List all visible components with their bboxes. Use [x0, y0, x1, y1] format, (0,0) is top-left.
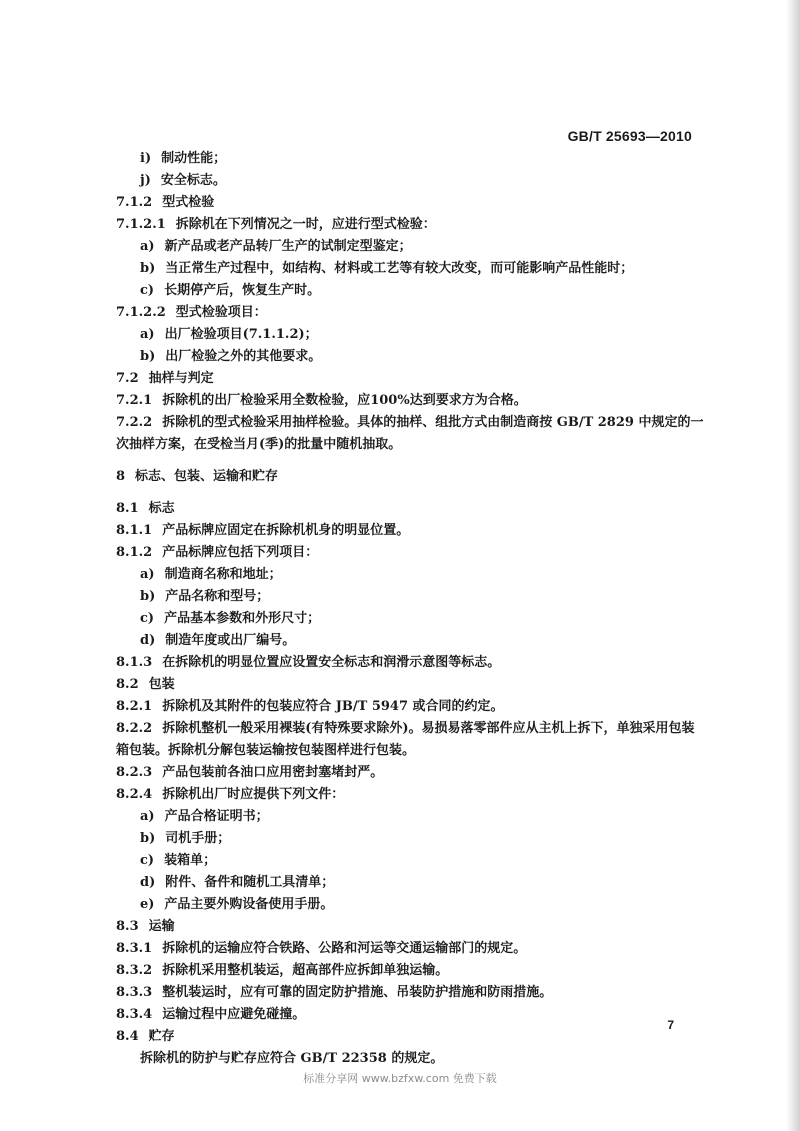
clause-number: 8.1	[116, 501, 139, 516]
paragraph-line	[116, 940, 526, 958]
footer-watermark: 标准分享网 www.bzfxw.com 免费下载	[303, 1072, 497, 1085]
line-text: 拆除机出厂时应提供下列文件：	[162, 787, 345, 802]
clause-number: 8.3.4	[116, 1007, 153, 1022]
clause-number: 8.2.1	[116, 699, 153, 714]
clause-number: c)	[140, 611, 155, 626]
list-item	[140, 172, 226, 190]
line-text: 在拆除机的明显位置应设置安全标志和润滑示意图等标志。	[162, 655, 501, 670]
paragraph-line	[116, 304, 267, 322]
paragraph-line	[116, 698, 504, 716]
paragraph-line	[116, 742, 415, 760]
clause-number: 8.2.3	[116, 765, 153, 780]
line-text: 制动性能；	[161, 151, 227, 166]
clause-number: b)	[140, 831, 156, 846]
list-item	[140, 348, 321, 366]
clause-number: 8.3.3	[116, 985, 153, 1000]
line-text: 产品基本参数和外形尺寸；	[164, 611, 321, 626]
clause-number: 8.3	[116, 919, 139, 934]
list-item	[140, 852, 216, 870]
clause-number: j)	[140, 173, 151, 188]
list-item	[140, 896, 333, 914]
paragraph-line	[116, 654, 500, 672]
clause-number: b)	[140, 589, 156, 604]
line-text: 当正常生产过程中，如结构、材料或工艺等有较大改变，而可能影响产品性能时；	[165, 261, 634, 276]
line-text: 次抽样方案，在受检当月(季)的批量中随机抽取。	[116, 437, 402, 452]
list-item	[140, 326, 318, 344]
line-text: 新产品或老产品转厂生产的试制定型鉴定；	[164, 239, 412, 254]
line-text: 出厂检验之外的其他要求。	[165, 349, 322, 364]
clause-number: 8.4	[116, 1029, 139, 1044]
clause-number: a)	[140, 327, 155, 342]
line-text: 产品标牌应固定在拆除机机身的明显位置。	[162, 523, 410, 538]
line-text: 司机手册；	[165, 831, 231, 846]
line-text: 产品合格证明书；	[164, 809, 269, 824]
clause-number: a)	[140, 809, 155, 824]
paragraph-line	[116, 984, 552, 1002]
clause-number: 7.1.2.1	[116, 217, 166, 232]
list-item	[140, 588, 269, 606]
section-heading	[116, 194, 214, 212]
line-text: 安全标志。	[160, 173, 226, 188]
section-heading	[116, 918, 175, 936]
line-text: 型式检验	[162, 195, 215, 210]
section-heading	[116, 370, 214, 388]
line-text: 拆除机的型式检验采用抽样检验。具体的抽样、组批方式由制造商按 GB/T 2829 中规定的一	[162, 415, 704, 430]
list-item	[140, 282, 320, 300]
list-item	[140, 566, 282, 584]
section-heading	[116, 676, 175, 694]
paragraph-line	[116, 392, 527, 410]
scan-edge-shadow	[786, 0, 800, 1131]
line-text: 装箱单；	[164, 853, 217, 868]
line-text: 拆除机的运输应符合铁路、公路和河运等交通运输部门的规定。	[162, 941, 527, 956]
clause-number: 7.1.2	[116, 195, 153, 210]
line-text: 运输过程中应避免碰撞。	[162, 1007, 306, 1022]
page-number: 7	[667, 1018, 674, 1032]
line-text: 标志、包装、运输和贮存	[135, 469, 279, 484]
clause-number: e)	[140, 897, 155, 912]
list-item	[140, 632, 295, 650]
line-text: 产品包装前各油口应用密封塞堵封严。	[162, 765, 384, 780]
line-text: 制造年度或出厂编号。	[165, 633, 296, 648]
clause-number: d)	[140, 875, 156, 890]
clause-number: d)	[140, 633, 156, 648]
line-text: 制造商名称和地址；	[164, 567, 282, 582]
section-heading	[116, 1028, 175, 1046]
paragraph-line	[116, 544, 318, 562]
paragraph-line	[116, 720, 695, 738]
line-text: 运输	[148, 919, 175, 934]
clause-number: 7.1.2.2	[116, 305, 166, 320]
clause-number: 8.2	[116, 677, 139, 692]
line-text: 拆除机及其附件的包装应符合 JB/T 5947 或合同的约定。	[162, 699, 504, 714]
line-text: 标志	[148, 501, 175, 516]
paragraph-line	[116, 436, 401, 454]
clause-number: a)	[140, 567, 155, 582]
clause-number: 8.3.1	[116, 941, 153, 956]
line-text: 产品标牌应包括下列项目：	[162, 545, 319, 560]
clause-number: 8.1.1	[116, 523, 153, 538]
clause-number: 8.2.2	[116, 721, 153, 736]
clause-number: 8.1.3	[116, 655, 153, 670]
clause-number: 8.1.2	[116, 545, 153, 560]
clause-number: 7.2.2	[116, 415, 153, 430]
line-text: 箱包装。拆除机分解包装运输按包装图样进行包装。	[116, 743, 416, 758]
list-item	[140, 874, 334, 892]
list-item	[140, 238, 412, 256]
paragraph-line	[116, 522, 409, 540]
clause-number: 8.2.4	[116, 787, 153, 802]
clause-number: a)	[140, 239, 155, 254]
clause-number: c)	[140, 853, 155, 868]
line-text: 拆除机的出厂检验采用全数检验，应100%达到要求方为合格。	[162, 393, 527, 408]
line-text: 拆除机的防护与贮存应符合 GB/T 22358 的规定。	[140, 1051, 444, 1066]
line-text: 包装	[148, 677, 175, 692]
list-item	[140, 808, 269, 826]
standard-code: GB/T 25693—2010	[567, 128, 692, 144]
section-heading	[116, 468, 278, 486]
clause-number: 7.2	[116, 371, 139, 386]
line-text: 拆除机在下列情况之一时，应进行型式检验：	[175, 217, 436, 232]
line-text: 产品主要外购设备使用手册。	[164, 897, 334, 912]
line-text: 拆除机整机一般采用裸装(有特殊要求除外)。易损易落零部件应从主机上拆下，单独采用包装	[162, 721, 695, 736]
line-text: 贮存	[148, 1029, 175, 1044]
paragraph-line	[116, 962, 448, 980]
line-text: 抽样与判定	[148, 371, 214, 386]
paragraph-line	[116, 216, 436, 234]
line-text: 产品名称和型号；	[165, 589, 270, 604]
clause-number: b)	[140, 261, 156, 276]
line-text: 附件、备件和随机工具清单；	[165, 875, 335, 890]
line-text: 出厂检验项目(7.1.1.2)；	[164, 327, 318, 342]
line-text: 拆除机采用整机装运，超高部件应拆卸单独运输。	[162, 963, 449, 978]
line-text: 整机装运时，应有可靠的固定防护措施、吊装防护措施和防雨措施。	[162, 985, 553, 1000]
clause-number: b)	[140, 349, 156, 364]
paragraph-line	[140, 1050, 443, 1068]
paragraph-line	[116, 414, 703, 432]
line-text: 长期停产后，恢复生产时。	[164, 283, 321, 298]
clause-number: 8	[116, 469, 126, 484]
paragraph-line	[116, 764, 383, 782]
list-item	[140, 150, 226, 168]
list-item	[140, 610, 320, 628]
list-item	[140, 830, 230, 848]
line-text: 型式检验项目：	[175, 305, 267, 320]
paragraph-line	[116, 1006, 305, 1024]
paragraph-line	[116, 786, 344, 804]
section-heading	[116, 500, 175, 518]
clause-number: i)	[140, 151, 152, 166]
clause-number: c)	[140, 283, 155, 298]
clause-number: 7.2.1	[116, 393, 153, 408]
list-item	[140, 260, 633, 278]
clause-number: 8.3.2	[116, 963, 153, 978]
